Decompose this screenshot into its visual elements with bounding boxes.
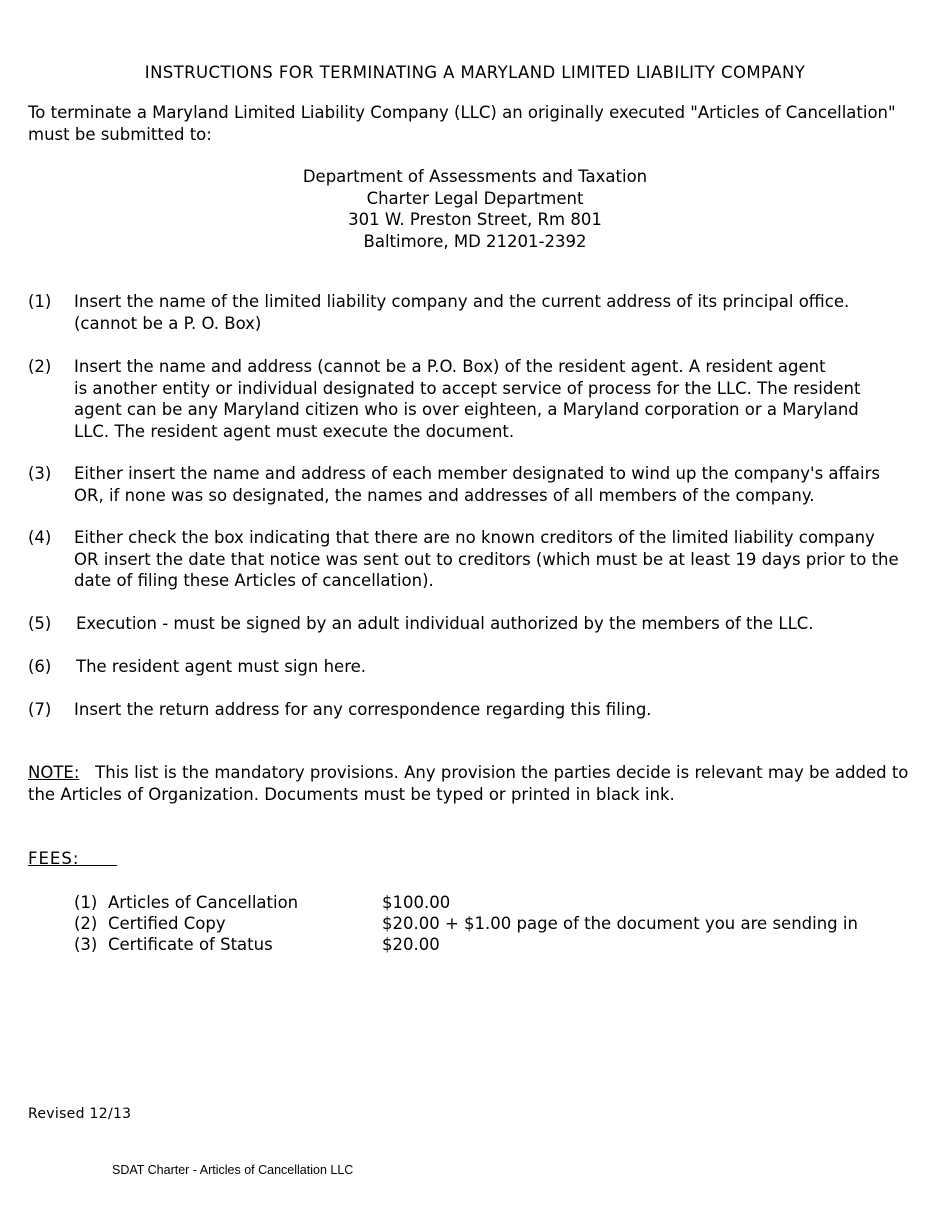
revision-date: Revised 12/13	[28, 1106, 132, 1122]
item-line: OR, if none was so designated, the names and addresses of all members of the company.	[74, 485, 815, 505]
intro-line-2: must be submitted to:	[28, 124, 212, 144]
fee-name: Certified Copy	[108, 914, 226, 933]
item-number: (6)	[28, 657, 52, 676]
item-line: Insert the name of the limited liability company and the current address of its principal office.	[74, 292, 850, 311]
fee-name: Certificate of Status	[108, 935, 273, 954]
document-title: INSTRUCTIONS FOR TERMINATING A MARYLAND LIMITED LIABILITY COMPANY	[144, 63, 806, 82]
fee-number: (1)	[74, 893, 98, 912]
note-line-2: the Articles of Organization. Documents must be typed or printed in black ink.	[28, 784, 675, 804]
item-number: (5)	[28, 614, 52, 633]
item-line: Insert the return address for any correspondence regarding this filing.	[74, 700, 652, 719]
item-line: Either insert the name and address of each member designated to wind up the company's affairs	[74, 464, 880, 483]
fee-number: (2)	[74, 914, 98, 933]
item-number: (7)	[28, 700, 52, 719]
address-city: Baltimore, MD 21201-2392	[363, 231, 587, 251]
intro-paragraph	[28, 102, 928, 145]
item-number: (3)	[28, 464, 52, 483]
item-line: date of filing these Articles of cancellation).	[74, 571, 434, 590]
item-line: Either check the box indicating that there are no known creditors of the limited liability company	[74, 528, 875, 547]
fee-amount: $20.00 + $1.00 page of the document you are sending in	[382, 914, 858, 933]
fee-amount: $100.00	[382, 893, 451, 912]
address-department: Department of Assessments and Taxation	[302, 167, 648, 186]
page-footer: SDAT Charter - Articles of Cancellation LLC	[112, 1163, 354, 1177]
address-division: Charter Legal Department	[366, 188, 584, 208]
mailing-address	[0, 166, 950, 252]
item-line: is another entity or individual designated to accept service of process for the LLC. The resident	[74, 378, 861, 398]
item-line: Insert the name and address (cannot be a P.O. Box) of the resident agent. A resident agent	[74, 357, 826, 376]
note-label: NOTE:	[28, 763, 80, 782]
fees-heading: FEES:	[28, 849, 80, 868]
item-number: (1)	[28, 292, 52, 311]
item-line: agent can be any Maryland citizen who is over eighteen, a Maryland corporation or a Maryland	[74, 400, 859, 419]
item-line: OR insert the date that notice was sent out to creditors (which must be at least 19 days prior to the	[74, 549, 899, 569]
intro-line-1: To terminate a Maryland Limited Liability Company (LLC) an originally executed "Articles of Cancellation"	[28, 103, 896, 122]
note-paragraph	[28, 762, 928, 805]
address-street: 301 W. Preston Street, Rm 801	[348, 210, 602, 229]
note-line-1: This list is the mandatory provisions. Any provision the parties decide is relevant may be added to	[95, 763, 909, 782]
item-line: LLC. The resident agent must execute the document.	[74, 421, 515, 441]
fee-amount: $20.00	[382, 935, 440, 954]
item-line: (cannot be a P. O. Box)	[74, 313, 262, 333]
fee-number: (3)	[74, 935, 98, 954]
item-line: Execution - must be signed by an adult individual authorized by the members of the LLC.	[76, 614, 814, 633]
item-number: (4)	[28, 528, 52, 547]
item-number: (2)	[28, 357, 52, 376]
fee-name: Articles of Cancellation	[108, 893, 299, 912]
item-line: The resident agent must sign here.	[76, 657, 367, 676]
